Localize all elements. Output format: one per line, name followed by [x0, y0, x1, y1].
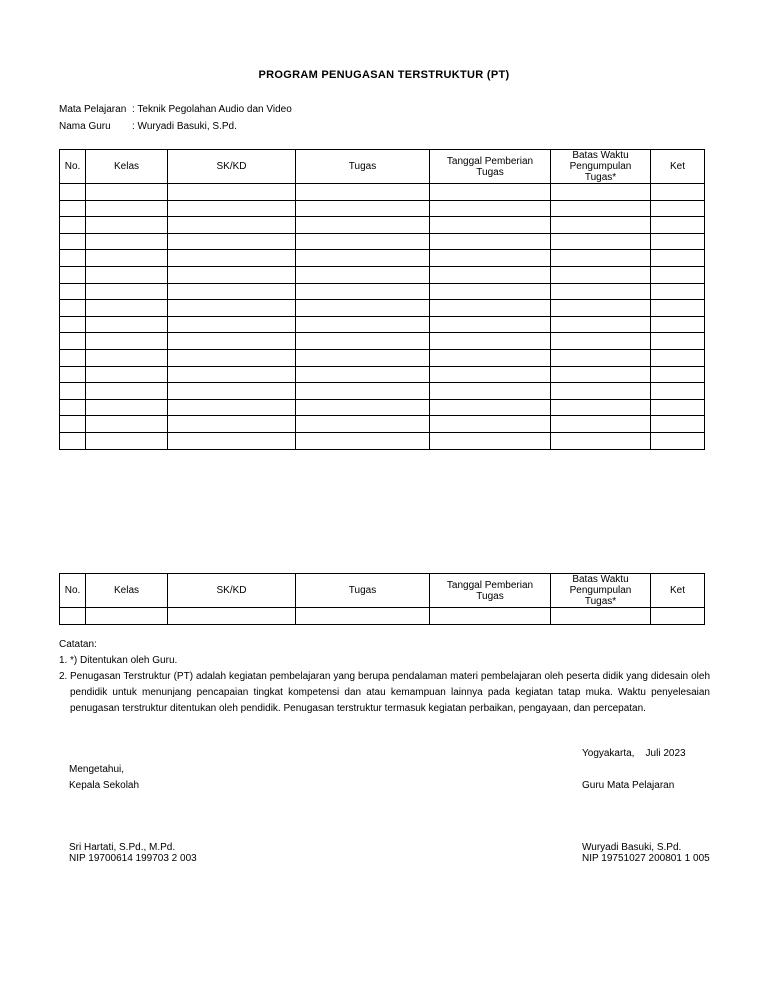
- table-cell: [296, 200, 430, 217]
- note-2-text: Penugasan Terstruktur (PT) adalah kegiatan pembelajaran yang berupa pendalaman materi pembelajaran oleh peserta didik yang didesain oleh pendidik untuk menunjang pencapaian tingkat kompetensi dan atau kemampuan lainnya pada kegiatan tatap muka. Waktu penyelesaian penugasan terstruktur ditentukan oleh pendidik. Penugasan terstruktur termasuk kegiatan perbaikan, pengayaan, dan percepatan.: [70, 671, 710, 714]
- table-cell: [551, 300, 651, 317]
- table-cell: [651, 316, 705, 333]
- header-skkd: SK/KD: [168, 150, 296, 184]
- table-cell: [651, 283, 705, 300]
- table-cell: [86, 200, 168, 217]
- table-cell: [296, 432, 430, 449]
- table-cell: [296, 184, 430, 201]
- table-cell: [430, 383, 551, 400]
- teacher-value: : Wuryadi Basuki, S.Pd.: [132, 121, 237, 132]
- table-cell: [296, 333, 430, 350]
- header-kelas: Kelas: [86, 150, 168, 184]
- notes-section: [59, 637, 710, 717]
- table-cell: [551, 399, 651, 416]
- table-cell: [168, 184, 296, 201]
- header-no: No.: [60, 150, 86, 184]
- table-cell: [296, 266, 430, 283]
- table-row: [60, 383, 705, 400]
- table-cell: [296, 300, 430, 317]
- table-cell: [168, 283, 296, 300]
- table-cell: [651, 184, 705, 201]
- table-cell: [651, 233, 705, 250]
- table-cell: [651, 349, 705, 366]
- table-cell: [296, 316, 430, 333]
- table-cell: [651, 432, 705, 449]
- table-cell: [60, 266, 86, 283]
- table-cell: [551, 233, 651, 250]
- table-cell: [551, 217, 651, 234]
- table-cell: [86, 399, 168, 416]
- table-cell: [86, 300, 168, 317]
- table-cell: [296, 399, 430, 416]
- table-cell: [651, 333, 705, 350]
- table-cell: [60, 217, 86, 234]
- assignment-table: [59, 149, 705, 450]
- table-cell: [86, 266, 168, 283]
- principal-name: Sri Hartati, S.Pd., M.Pd.: [69, 842, 176, 853]
- table-row: [60, 333, 705, 350]
- table-row: [60, 250, 705, 267]
- table-cell: [168, 349, 296, 366]
- table-cell: [86, 184, 168, 201]
- table-cell: [296, 217, 430, 234]
- table-row: [60, 266, 705, 283]
- table-cell: [168, 383, 296, 400]
- table-cell: [296, 283, 430, 300]
- table-cell: [60, 608, 86, 625]
- header-ket: Ket: [651, 574, 705, 608]
- principal-role: Kepala Sekolah: [69, 780, 140, 791]
- table-cell: [430, 266, 551, 283]
- table-row: [60, 399, 705, 416]
- table-row: [60, 300, 705, 317]
- table-cell: [551, 432, 651, 449]
- table-row: [60, 184, 705, 201]
- note-1-text: *) Ditentukan oleh Guru.: [70, 655, 178, 666]
- table-cell: [296, 416, 430, 433]
- header-tanggal: Tanggal Pemberian Tugas: [430, 574, 551, 608]
- table-cell: [168, 233, 296, 250]
- table-cell: [86, 366, 168, 383]
- table-row: [60, 416, 705, 433]
- table-cell: [651, 300, 705, 317]
- table-cell: [60, 432, 86, 449]
- table-cell: [430, 200, 551, 217]
- table-cell: [430, 250, 551, 267]
- table-cell: [86, 217, 168, 234]
- table-cell: [60, 416, 86, 433]
- table-cell: [60, 349, 86, 366]
- subject-row: [59, 104, 292, 115]
- header-ket: Ket: [651, 150, 705, 184]
- table-cell: [651, 416, 705, 433]
- table-cell: [296, 233, 430, 250]
- table-cell: [60, 383, 86, 400]
- table-cell: [168, 266, 296, 283]
- place-date: Yogyakarta, Juli 2023: [582, 748, 686, 759]
- table-cell: [430, 416, 551, 433]
- table-cell: [60, 200, 86, 217]
- table-cell: [60, 250, 86, 267]
- table-cell: [551, 266, 651, 283]
- note-1-number: 1.: [59, 655, 68, 666]
- table-row: [60, 316, 705, 333]
- table-cell: [651, 399, 705, 416]
- note-item-2: [59, 669, 710, 717]
- table-cell: [551, 383, 651, 400]
- table-header-row: [60, 574, 705, 608]
- table-cell: [430, 349, 551, 366]
- table-cell: [551, 416, 651, 433]
- subject-value: : Teknik Pegolahan Audio dan Video: [132, 104, 292, 115]
- table-cell: [86, 349, 168, 366]
- table-cell: [430, 333, 551, 350]
- table-cell: [551, 283, 651, 300]
- table-cell: [168, 316, 296, 333]
- table-cell: [551, 200, 651, 217]
- table-cell: [86, 416, 168, 433]
- table-cell: [296, 608, 430, 625]
- table-cell: [551, 184, 651, 201]
- teacher-name: Wuryadi Basuki, S.Pd.: [582, 842, 682, 853]
- table-cell: [168, 608, 296, 625]
- table-row: [60, 200, 705, 217]
- table-cell: [551, 250, 651, 267]
- notes-heading: Catatan:: [59, 639, 97, 650]
- table-cell: [60, 300, 86, 317]
- table-cell: [430, 316, 551, 333]
- header-tugas: Tugas: [296, 150, 430, 184]
- note-item-1: [59, 653, 710, 669]
- table-cell: [60, 399, 86, 416]
- table-cell: [651, 266, 705, 283]
- table-cell: [168, 250, 296, 267]
- table-cell: [60, 333, 86, 350]
- table-cell: [86, 383, 168, 400]
- table-cell: [430, 608, 551, 625]
- table-cell: [168, 416, 296, 433]
- subject-label: Mata Pelajaran: [59, 104, 127, 115]
- table-cell: [86, 333, 168, 350]
- table-cell: [551, 316, 651, 333]
- header-kelas: Kelas: [86, 574, 168, 608]
- table-row: [60, 217, 705, 234]
- table-cell: [651, 250, 705, 267]
- table-cell: [651, 608, 705, 625]
- table-cell: [60, 366, 86, 383]
- table-cell: [168, 217, 296, 234]
- table-cell: [651, 383, 705, 400]
- table-cell: [430, 300, 551, 317]
- table-cell: [430, 233, 551, 250]
- table-cell: [430, 217, 551, 234]
- table-cell: [168, 399, 296, 416]
- table-header-row: [60, 150, 705, 184]
- table-row: [60, 233, 705, 250]
- note-2-number: 2.: [59, 671, 68, 682]
- table-cell: [551, 349, 651, 366]
- table-cell: [430, 432, 551, 449]
- table-cell: [168, 333, 296, 350]
- table-row: [60, 432, 705, 449]
- table-cell: [651, 200, 705, 217]
- table-cell: [86, 608, 168, 625]
- approval-label: Mengetahui,: [69, 764, 125, 775]
- table-cell: [86, 432, 168, 449]
- table-cell: [168, 366, 296, 383]
- table-cell: [651, 217, 705, 234]
- teacher-label: Nama Guru: [59, 121, 111, 132]
- teacher-nip: NIP 19751027 200801 1 005: [582, 853, 710, 864]
- table-cell: [168, 300, 296, 317]
- table-cell: [651, 366, 705, 383]
- table-cell: [86, 316, 168, 333]
- header-no: No.: [60, 574, 86, 608]
- table-cell: [86, 283, 168, 300]
- table-cell: [86, 233, 168, 250]
- assignment-table-2: [59, 573, 705, 625]
- table-cell: [60, 233, 86, 250]
- table-cell: [296, 366, 430, 383]
- principal-nip: NIP 19700614 199703 2 003: [69, 853, 197, 864]
- table-cell: [60, 283, 86, 300]
- header-batas: Batas Waktu Pengumpulan Tugas*: [551, 574, 651, 608]
- table-cell: [430, 399, 551, 416]
- header-skkd: SK/KD: [168, 574, 296, 608]
- header-tanggal: Tanggal Pemberian Tugas: [430, 150, 551, 184]
- table-cell: [296, 250, 430, 267]
- table-row: [60, 608, 705, 625]
- header-tugas: Tugas: [296, 574, 430, 608]
- table-cell: [168, 200, 296, 217]
- header-batas: Batas Waktu Pengumpulan Tugas*: [551, 150, 651, 184]
- table-cell: [551, 608, 651, 625]
- document-title: PROGRAM PENUGASAN TERSTRUKTUR (PT): [258, 69, 510, 81]
- table-cell: [430, 184, 551, 201]
- table-cell: [296, 383, 430, 400]
- teacher-row: [59, 121, 237, 132]
- table-cell: [551, 366, 651, 383]
- table-cell: [551, 333, 651, 350]
- table-cell: [60, 184, 86, 201]
- table-cell: [430, 366, 551, 383]
- table-cell: [60, 316, 86, 333]
- table-cell: [296, 349, 430, 366]
- table-row: [60, 283, 705, 300]
- table-cell: [86, 250, 168, 267]
- table-cell: [168, 432, 296, 449]
- table-cell: [430, 283, 551, 300]
- teacher-role: Guru Mata Pelajaran: [582, 780, 675, 791]
- table-row: [60, 349, 705, 366]
- table-row: [60, 366, 705, 383]
